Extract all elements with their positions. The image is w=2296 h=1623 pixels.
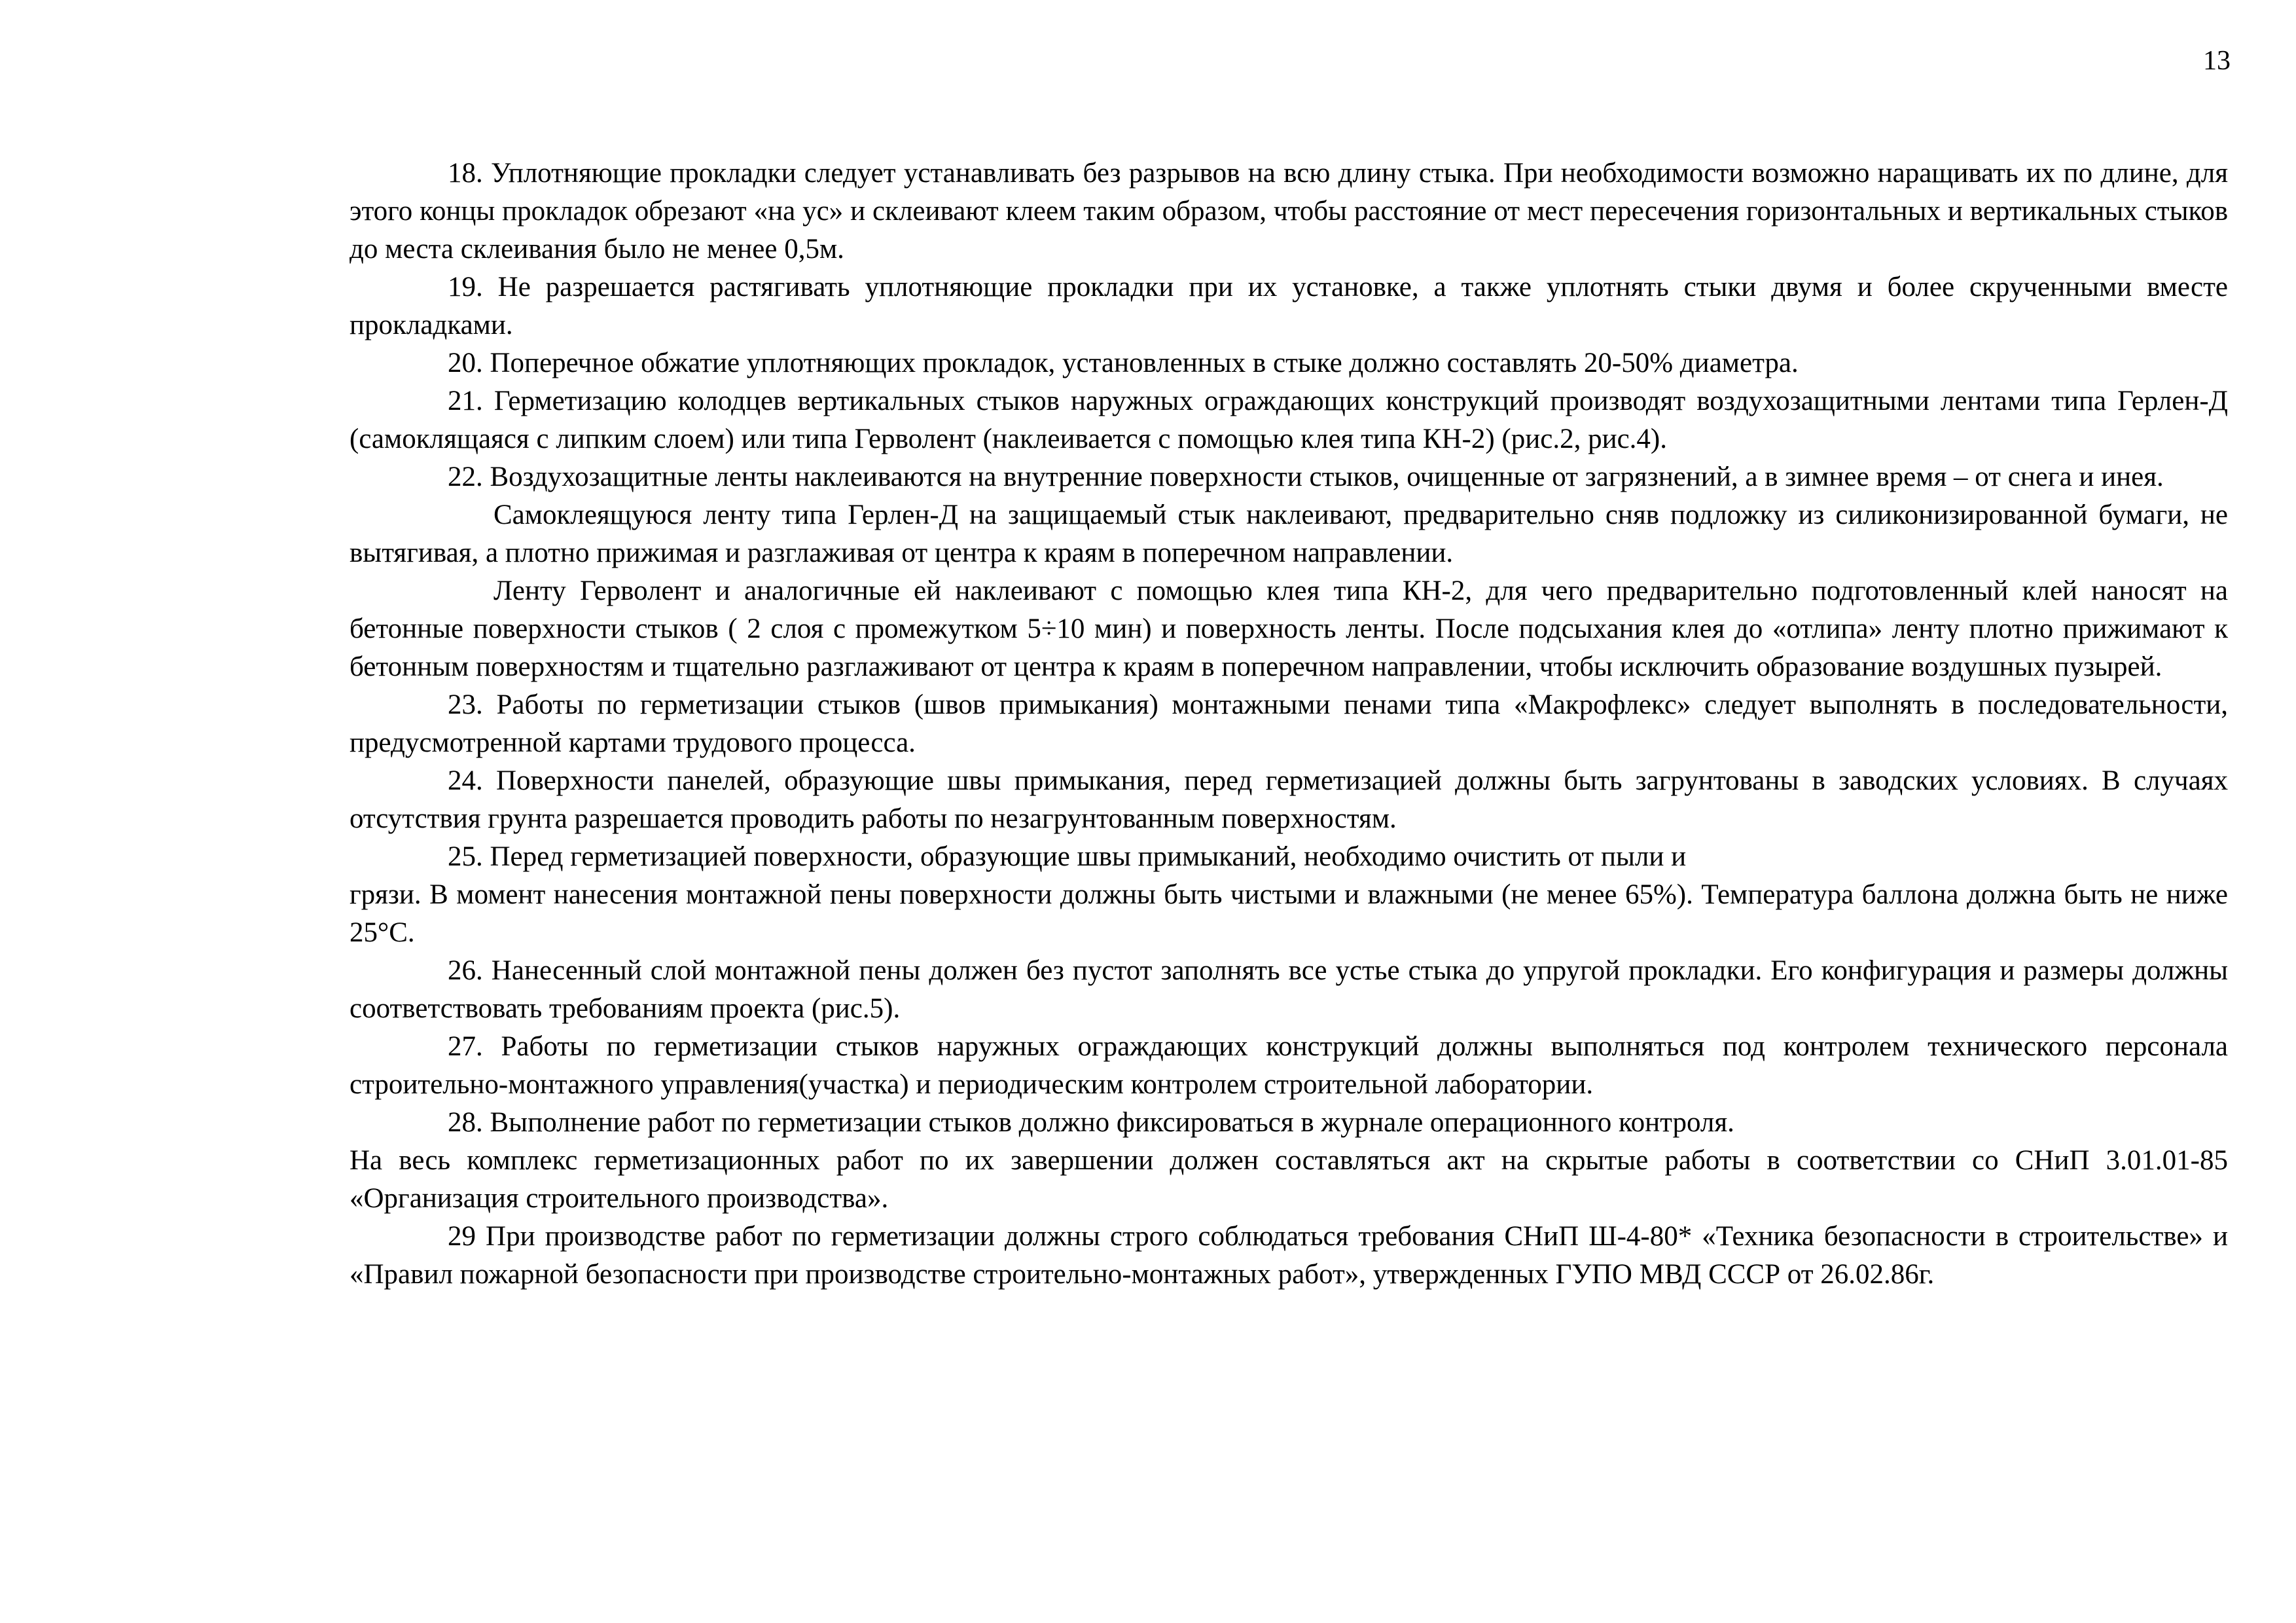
paragraph-25: 25. Перед герметизацией поверхности, образующие швы примыканий, необходимо очистить от пыли и xyxy=(448,841,1687,872)
paragraph-26: 26. Нанесенный слой монтажной пены должен без пустот заполнять все устье стыка до упругой прокладки. Его конфигурация и размеры должны соответствовать требованиям проекта (рис.5). xyxy=(350,955,2228,1024)
paragraph-28: 28. Выполнение работ по герметизации стыков должно фиксироваться в журнале операционного контроля. xyxy=(448,1107,1734,1138)
document-body xyxy=(350,155,2228,1294)
paragraph-20: 20. Поперечное обжатие уплотняющих прокладок, установленных в стыке должно составлять 20-50% диаметра. xyxy=(448,348,1799,378)
paragraph-29: 29 При производстве работ по герметизации должны строго соблюдаться требования СНиП Ш-4-80* «Техника безопасности в строительстве» и «Правил пожарной безопасности при производстве строительно-монтажных работ», утвержденных ГУПО МВД СССР от 26.02.86г. xyxy=(350,1221,2228,1290)
paragraph-28-continued: На весь комплекс герметизационных работ по их завершении должен составляться акт на скрытые работы в соответствии со СНиП 3.01.01-85 «Организация строительного производства». xyxy=(350,1145,2228,1214)
paragraph-24: 24. Поверхности панелей, образующие швы примыкания, перед герметизацией должны быть загрунтованы в заводских условиях. В случаях отсутствия грунта разрешается проводить работы по незагрунтованным поверхностям. xyxy=(350,765,2228,834)
paragraph-25-continued: грязи. В момент нанесения монтажной пены поверхности должны быть чистыми и влажными (не менее 65%). Температура баллона должна быть не ниже 25°С. xyxy=(350,879,2228,948)
paragraph-23: 23. Работы по герметизации стыков (швов примыкания) монтажными пенами типа «Макрофлекс» следует выполнять в последовательности, предусмотренной картами трудового процесса. xyxy=(350,689,2228,758)
paragraph-22: 22. Воздухозащитные ленты наклеиваются на внутренние поверхности стыков, очищенные от загрязнений, а в зимнее время – от снега и инея. xyxy=(448,462,2164,492)
paragraph-22-self-adhesive: Самоклеящуюся ленту типа Герлен-Д на защищаемый стык наклеивают, предварительно сняв подложку из силиконизированной бумаги, не вытягивая, а плотно прижимая и разглаживая от центра к краям в поперечном направлении. xyxy=(350,500,2228,568)
paragraph-19: 19. Не разрешается растягивать уплотняющие прокладки при их установке, а также уплотнять стыки двумя и более скрученными вместе прокладками. xyxy=(350,272,2228,340)
paragraph-22-gervolent: Ленту Герволент и аналогичные ей наклеивают с помощью клея типа КН-2, для чего предварительно подготовленный клей наносят на бетонные поверхности стыков ( 2 слоя с промежутком 5÷10 мин) и поверхность ленты. После подсыхания клея до «отлипа» ленту плотно прижимают к бетонным поверхностям и тщательно разглаживают от центра к краям в поперечном направлении, чтобы исключить образование воздушных пузырей. xyxy=(350,575,2228,682)
page-number: 13 xyxy=(2203,46,2231,76)
paragraph-27: 27. Работы по герметизации стыков наружных ограждающих конструкций должны выполняться под контролем технического персонала строительно-монтажного управления(участка) и периодическим контролем строительной лаборатории. xyxy=(350,1031,2228,1100)
paragraph-18: 18. Уплотняющие прокладки следует устанавливать без разрывов на всю длину стыка. При необходимости возможно наращивать их по длине, для этого концы прокладок обрезают «на ус» и склеивают клеем таким образом, чтобы расстояние от мест пересечения горизонтальных и вертикальных стыков до места склеивания было не менее 0,5м. xyxy=(350,158,2228,264)
paragraph-21: 21. Герметизацию колодцев вертикальных стыков наружных ограждающих конструкций производят воздухозащитными лентами типа Герлен-Д (самоклящаяся с липким слоем) или типа Герволент (наклеивается с помощью клея типа КН-2) (рис.2, рис.4). xyxy=(350,386,2228,454)
